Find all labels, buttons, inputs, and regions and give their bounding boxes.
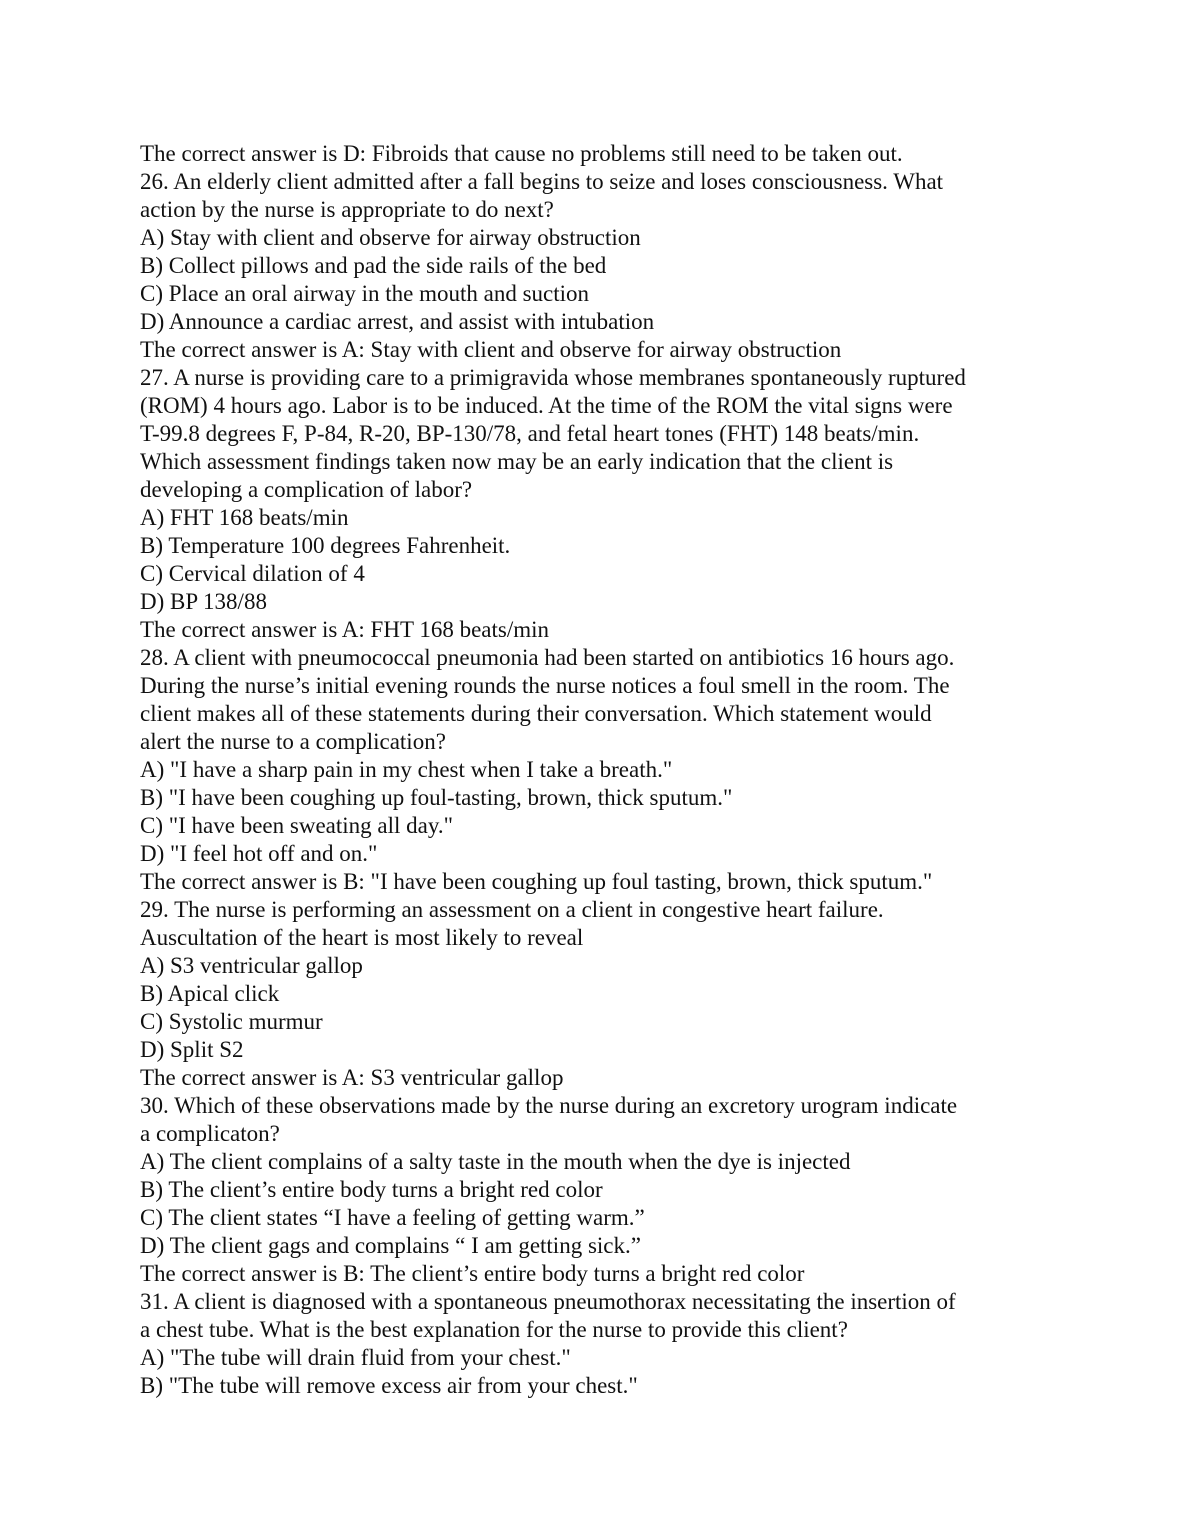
question-line: 28. A client with pneumococcal pneumonia had been started on antibiotics 16 hours ago. xyxy=(140,645,955,670)
option-line: B) "The tube will remove excess air from your chest." xyxy=(140,1373,638,1398)
question-line: 31. A client is diagnosed with a spontaneous pneumothorax necessitating the insertion of xyxy=(140,1289,956,1314)
answer-line: The correct answer is A: S3 ventricular gallop xyxy=(140,1065,564,1090)
answer-line: The correct answer is B: The client’s entire body turns a bright red color xyxy=(140,1261,805,1286)
option-line: D) Announce a cardiac arrest, and assist with intubation xyxy=(140,309,655,334)
question-line: action by the nurse is appropriate to do next? xyxy=(140,197,554,222)
answer-line: The correct answer is B: "I have been coughing up foul tasting, brown, thick sputum." xyxy=(140,869,933,894)
option-line: D) "I feel hot off and on." xyxy=(140,841,378,866)
answer-line: The correct answer is A: FHT 168 beats/min xyxy=(140,617,550,642)
question-line: 29. The nurse is performing an assessment on a client in congestive heart failure. xyxy=(140,897,884,922)
option-line: B) The client’s entire body turns a bright red color xyxy=(140,1177,603,1202)
question-line: 30. Which of these observations made by the nurse during an excretory urogram indicate xyxy=(140,1093,958,1118)
option-line: A) S3 ventricular gallop xyxy=(140,953,363,978)
question-line: During the nurse’s initial evening rounds the nurse notices a foul smell in the room. The xyxy=(140,673,950,698)
question-line: T-99.8 degrees F, P-84, R-20, BP-130/78, and fetal heart tones (FHT) 148 beats/min. xyxy=(140,421,920,446)
option-line: D) BP 138/88 xyxy=(140,589,267,614)
question-line: (ROM) 4 hours ago. Labor is to be induced. At the time of the ROM the vital signs were xyxy=(140,393,953,418)
option-line: A) Stay with client and observe for airway obstruction xyxy=(140,225,641,250)
option-line: C) Place an oral airway in the mouth and suction xyxy=(140,281,590,306)
option-line: A) "I have a sharp pain in my chest when I take a breath." xyxy=(140,757,673,782)
option-line: A) The client complains of a salty taste in the mouth when the dye is injected xyxy=(140,1149,851,1174)
option-line: A) FHT 168 beats/min xyxy=(140,505,349,530)
option-line: C) Cervical dilation of 4 xyxy=(140,561,365,586)
option-line: B) Collect pillows and pad the side rails of the bed xyxy=(140,253,607,278)
option-line: C) "I have been sweating all day." xyxy=(140,813,453,838)
document-page xyxy=(140,140,1040,1400)
option-line: C) Systolic murmur xyxy=(140,1009,323,1034)
question-line: Auscultation of the heart is most likely to reveal xyxy=(140,925,584,950)
option-line: B) "I have been coughing up foul-tasting, brown, thick sputum." xyxy=(140,785,733,810)
question-line: 26. An elderly client admitted after a fall begins to seize and loses consciousness. What xyxy=(140,169,944,194)
answer-line: The correct answer is D: Fibroids that cause no problems still need to be taken out. xyxy=(140,141,903,166)
question-line: developing a complication of labor? xyxy=(140,477,473,502)
option-line: D) The client gags and complains “ I am getting sick.” xyxy=(140,1233,641,1258)
question-line: 27. A nurse is providing care to a primigravida whose membranes spontaneously ruptured xyxy=(140,365,966,390)
option-line: D) Split S2 xyxy=(140,1037,244,1062)
question-line: Which assessment findings taken now may be an early indication that the client is xyxy=(140,449,894,474)
option-line: B) Temperature 100 degrees Fahrenheit. xyxy=(140,533,511,558)
answer-line: The correct answer is A: Stay with client and observe for airway obstruction xyxy=(140,337,842,362)
option-line: B) Apical click xyxy=(140,981,280,1006)
question-line: a chest tube. What is the best explanation for the nurse to provide this client? xyxy=(140,1317,848,1342)
option-line: C) The client states “I have a feeling of getting warm.” xyxy=(140,1205,645,1230)
option-line: A) "The tube will drain fluid from your chest." xyxy=(140,1345,571,1370)
question-line: a complicaton? xyxy=(140,1121,280,1146)
question-line: alert the nurse to a complication? xyxy=(140,729,446,754)
question-line: client makes all of these statements during their conversation. Which statement would xyxy=(140,701,932,726)
